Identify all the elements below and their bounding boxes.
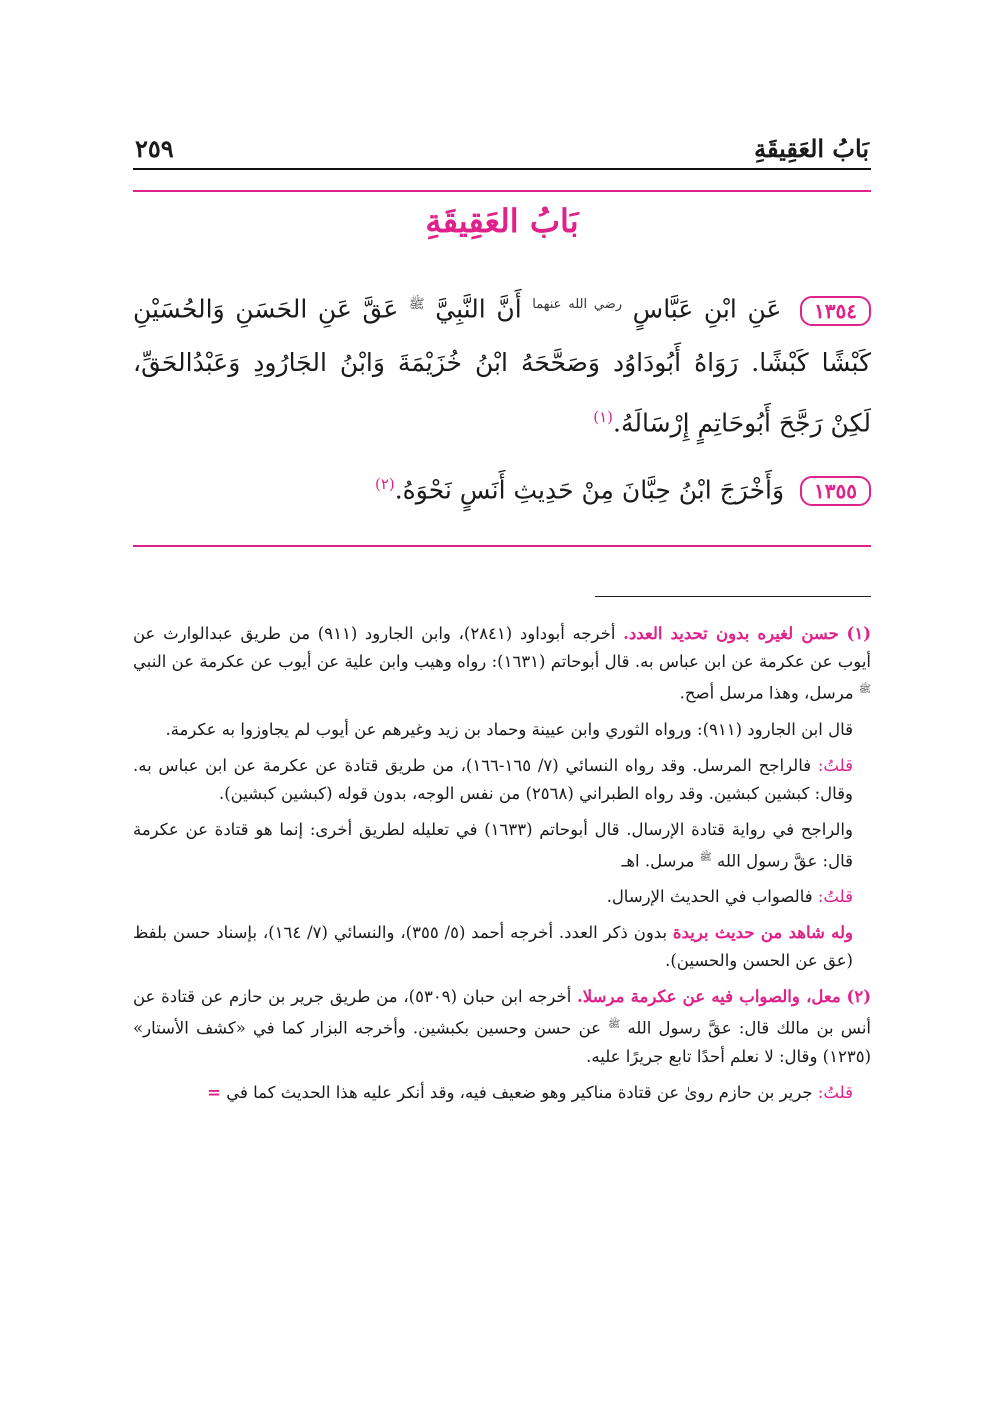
footnote-1-para-6	[133, 919, 871, 975]
footnote-1-para-2	[133, 716, 871, 744]
footnote-mark: (١)	[846, 624, 871, 643]
top-pink-rule	[133, 190, 871, 192]
honorific-glyph: ﷺ	[408, 297, 425, 312]
running-title: بَابُ العَقِيقَةِ	[754, 133, 869, 163]
page-number: ٢٥٩	[135, 133, 174, 163]
footnote-text: بدون ذكر العدد. أخرجه أحمد (٥/ ٣٥٥)، والنسائي (٧/ ١٦٤)، بإسناد حسن بلفظ (عق عن الحسن والحسين).	[133, 923, 853, 970]
footnote-2	[133, 983, 871, 1071]
footnote-text: فالصواب في الحديث الإرسال.	[606, 887, 813, 906]
footnotes	[133, 620, 871, 1115]
qultu-label: قلتُ:	[817, 755, 853, 775]
honorific-glyph: رضي الله عنهما	[532, 297, 623, 312]
hadith-text-block	[133, 278, 871, 523]
hadith-text: وَأَخْرَجَ ابْنُ حِبَّانَ مِنْ حَدِيثِ أَنَسٍ نَحْوَهُ.	[394, 474, 785, 504]
footnote-ref[interactable]: (١)	[593, 408, 613, 427]
chapter-title: بَابُ العَقِيقَةِ	[425, 202, 579, 240]
running-header	[135, 128, 869, 168]
honorific-glyph: ﷺ	[699, 851, 712, 863]
section-pink-rule	[133, 545, 871, 547]
footnote-separator	[595, 596, 871, 597]
hadith-number-badge: ١٣٥٥	[800, 476, 871, 506]
hadith-1354	[133, 278, 871, 451]
footnote-ref[interactable]: (٢)	[374, 474, 395, 493]
hadith-text: عَنِ ابْنِ عَبَّاسٍ	[632, 294, 782, 324]
shahid-label: وله شاهد من حديث بريدة	[672, 923, 854, 942]
footnote-1	[133, 620, 871, 708]
footnote-text: جرير بن حازم روىٰ عن قتادة مناكير وهو ضعيف فيه، وقد أنكر عليه هذا الحديث كما في	[226, 1082, 813, 1102]
hadith-grade: حسن لغيره بدون تحديد العدد.	[623, 624, 839, 643]
hadith-grade: معل، والصواب فيه عن عكرمة مرسلا.	[577, 987, 841, 1006]
footnote-text: عن حسن وحسين بكبشين. وأخرجه البزار كما في «كشف الأستار» (١٢٣٥) وقال: لا نعلم أحدًا تابع جريرًا عليه.	[133, 1018, 871, 1066]
footnote-1-para-4	[133, 816, 871, 876]
footnote-text: مرسل. اهـ	[621, 851, 695, 870]
honorific-glyph: ﷺ	[608, 1019, 621, 1030]
footnote-text: والراجح في رواية قتادة الإرسال. قال أبوحاتم (١٦٣٣) في تعليله لطريق أخرى: إنما هو قتادة عن عكرمة قال: عقَّ رسول الله	[133, 819, 853, 870]
footnote-text: أخرجه أبوداود (٢٨٤١)، وابن الجارود (٩١١) من طريق عبدالوارث عن أيوب عن عكرمة عن ابن عباس به. قال أبوحاتم (١٦٣١): رواه وهيب وابن علية عن أيوب عن عكرمة عن النبي	[133, 624, 871, 671]
footnote-text: فالراجح المرسل. وقد رواه النسائي (٧/ ١٦٥-١٦٦)، من طريق قتادة عن عكرمة عن ابن عباس به. وقال: كبشين كبشين. وقد رواه الطبراني (٢٥٦٨) من نفس الوجه، بدون قوله (كبشين كبشين).	[133, 755, 853, 803]
footnote-text: قال ابن الجارود (٩١١): ورواه الثوري وابن عيينة وحماد بن زيد وغيرهم عن أيوب لم يجاوزوا به عكرمة.	[165, 719, 853, 739]
footnote-1-para-5	[133, 883, 871, 911]
header-rule	[133, 168, 871, 170]
footnote-text: أخرجه ابن حبان (٥٣٠٩)، من طريق جرير بن حازم عن قتادة عن أنس بن مالك قال: عقَّ رسول الله	[133, 987, 871, 1038]
footnote-1-para-3	[133, 752, 871, 808]
honorific-glyph: ﷺ	[858, 684, 871, 695]
hadith-number-badge: ١٣٥٤	[800, 296, 871, 326]
qultu-label: قلتُ:	[817, 1082, 853, 1102]
hadith-text: عَقَّ عَنِ الحَسَنِ وَالحُسَيْنِ كَبْشًا كَبْشًا. رَوَاهُ أَبُودَاوُد وَصَحَّحَهُ ابْنُ خُزَيْمَةَ وَابْنُ الجَارُودِ وَعَبْدُالحَقِّ، لَكِنْ رَجَّحَ أَبُوحَاتِمٍ إِرْسَالَهُ.	[133, 294, 871, 438]
hadith-text: أَنَّ النَّبِيَّ	[435, 294, 522, 324]
footnote-2-para-2	[133, 1079, 871, 1107]
hadith-1355	[133, 457, 871, 517]
footnote-mark: (٢)	[846, 987, 871, 1006]
footnote-text: مرسل، وهذا مرسل أصح.	[679, 683, 854, 703]
qultu-label: قلتُ:	[817, 887, 853, 906]
continued-mark: =	[207, 1082, 221, 1102]
